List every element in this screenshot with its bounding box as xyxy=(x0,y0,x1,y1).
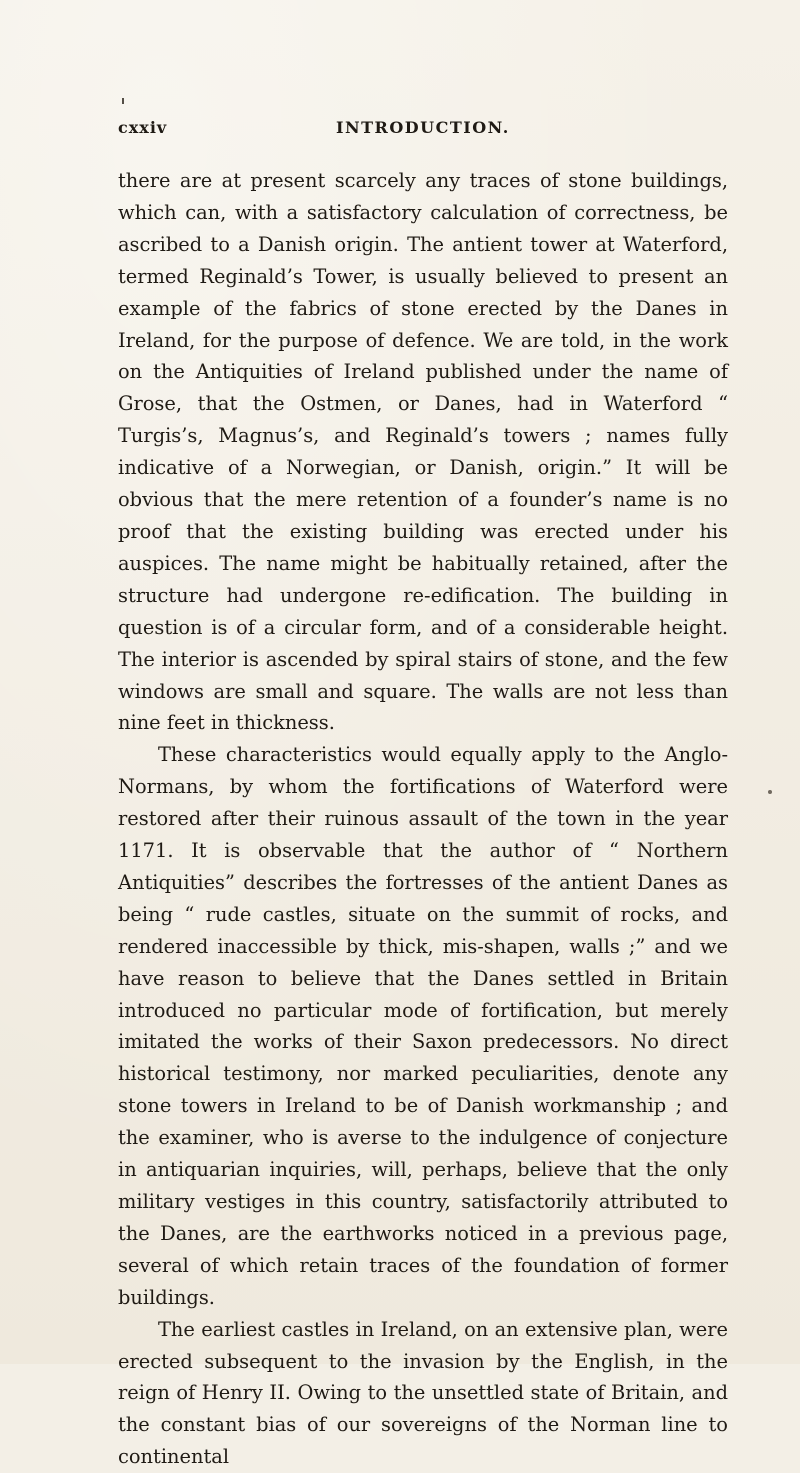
page-number: cxxiv xyxy=(118,118,168,137)
print-mark xyxy=(122,98,124,104)
paper-speck xyxy=(768,790,772,794)
paragraph-1: there are at present scarcely any traces of stone buildings, which can, with a satisfactory calculation of correctness, be ascribed to a Danish origin. The antient tower at Waterford, termed Reginald’s Tower, is usually believed to present an example of the fabrics of stone erected by the Danes in Ireland, for the purpose of defence. We are told, in the work on the Antiquities of Ireland published under the name of Grose, that the Ostmen, or Danes, had in Waterford “ Turgis’s, Magnus’s, and Reginald’s towers ; names fully indicative of a Norwegian, or Danish, origin.” It will be obvious that the mere retention of a founder’s name is no proof that the existing building was erected under his auspices. The name might be habitually retained, after the structure had undergone re-edification. The building in question is of a circular form, and of a considerable height. The interior is ascended by spiral stairs of stone, and the few windows are small and square. The walls are not less than nine feet in thickness. xyxy=(118,169,728,735)
paragraph-2: These characteristics would equally apply to the Anglo-Normans, by whom the fortifications of Waterford were restored after their ruinous assault of the town in the year 1171. It is observable that the author of “ Northern Antiquities” describes the fortresses of the antient Danes as being “ rude castles, situate on the summit of rocks, and rendered inaccessible by thick, mis-shapen, walls ;” and we have reason to believe that the Danes settled in Britain introduced no particular mode of fortification, but merely imitated the works of their Saxon predecessors. No direct historical testimony, nor marked peculiarities, denote any stone towers in Ireland to be of Danish workmanship ; and the examiner, who is averse to the indulgence of conjecture in antiquarian inquiries, will, perhaps, believe that the only military vestiges in this country, satisfactorily attributed to the Danes, are the earthworks noticed in a previous page, several of which retain traces of the foundation of former buildings. xyxy=(118,743,728,1309)
page-header xyxy=(118,118,728,142)
paragraph-3: The earliest castles in Ireland, on an extensive plan, were erected subsequent to the invasion by the English, in the reign of Henry II. Owing to the unsettled state of Britain, and the constant bias of our sovereigns of the Norman line to continental xyxy=(118,1317,728,1469)
running-title: INTRODUCTION. xyxy=(336,118,510,137)
body-text xyxy=(118,165,728,1473)
